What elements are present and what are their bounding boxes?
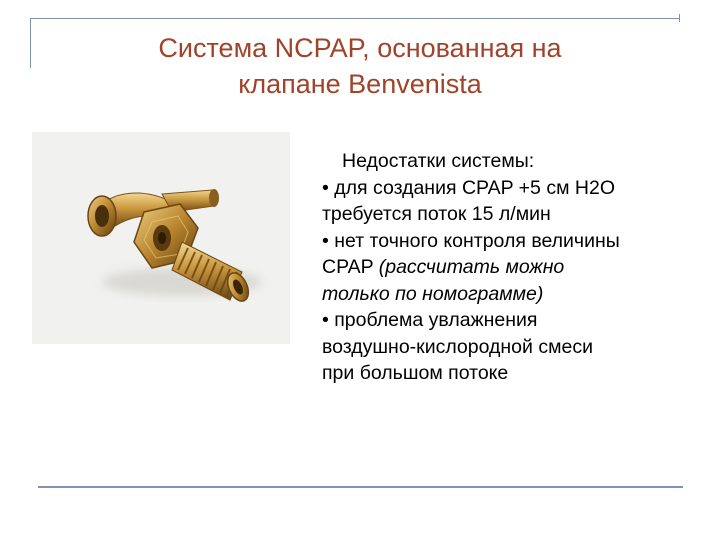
bullet-2-line-1: • нет точного контроля величины	[322, 229, 620, 252]
bullet-2-line-2	[322, 254, 702, 281]
bottom-rule	[38, 486, 683, 488]
bullet-2-italic-b: только по номограмме)	[322, 282, 544, 305]
disadvantages-text	[322, 148, 702, 387]
brass-valve-illustration	[32, 132, 290, 344]
top-rule	[30, 18, 680, 19]
slide-title	[60, 30, 660, 102]
bullet-1-line-2: требуется поток 15 л/мин	[322, 203, 551, 225]
bullet-3-line-3: при большом потоке	[322, 362, 509, 384]
disadvantages-heading: Недостатки системы:	[342, 150, 535, 172]
right-rule	[679, 14, 680, 22]
bullet-3-line-2: воздушно-кислородной смеси	[322, 335, 593, 358]
title-line-1: Система NCPAP, основанная на	[158, 33, 562, 63]
bullet-1-line-1: • для создания CPAP +5 см H2O	[322, 176, 615, 199]
bullet-2-line-3	[322, 281, 702, 308]
valve-photo	[32, 132, 290, 344]
title-line-2: клапане Benvenista	[238, 69, 482, 99]
bullet-2-cpap: CPAP	[322, 256, 379, 278]
left-rule	[30, 18, 31, 68]
bullet-3-line-1: • проблема увлажнения	[322, 309, 538, 331]
bullet-2-italic-a: (рассчитать можно	[378, 256, 565, 278]
